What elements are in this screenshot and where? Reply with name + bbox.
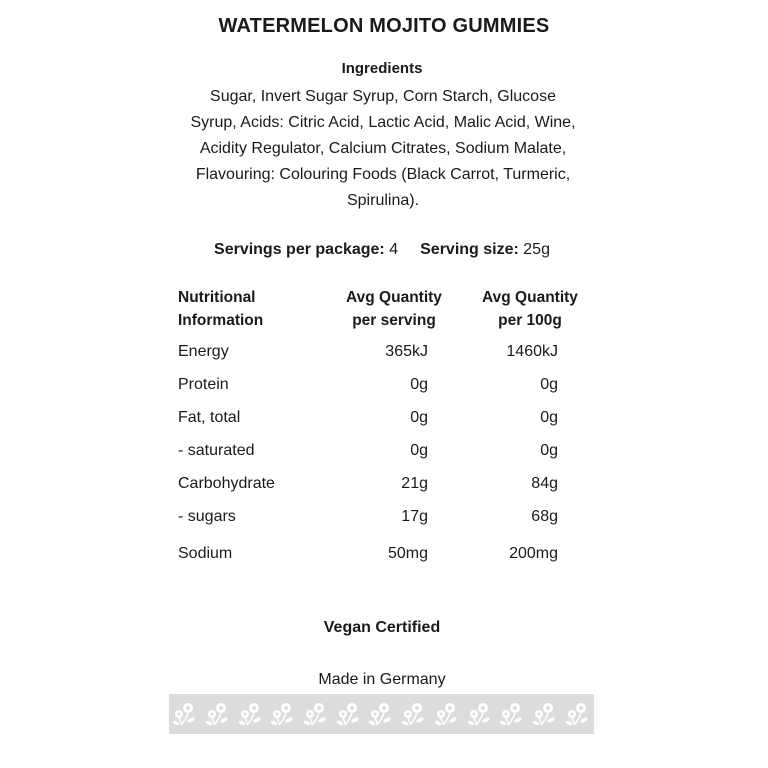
ingredients-line: Acidity Regulator, Calcium Citrates, Sodium Malate, <box>199 140 567 157</box>
ingredients-heading: Ingredients <box>341 60 423 77</box>
per-serving-value: 50mg <box>387 545 428 562</box>
nutrient-name: Energy <box>178 343 229 360</box>
per-100g-value: 84g <box>531 475 558 492</box>
table-row <box>178 404 588 437</box>
per-100g-value: 0g <box>540 376 558 393</box>
flower-icon <box>530 699 560 729</box>
nutrient-name: Fat, total <box>178 409 241 426</box>
nutrition-table <box>178 286 588 573</box>
serving-size-label: Serving size: <box>420 241 519 258</box>
nutrient-name: - saturated <box>178 442 255 459</box>
flower-icon <box>203 699 233 729</box>
header-line: Information <box>178 312 264 329</box>
servings-per-package-value: 4 <box>389 241 399 258</box>
flower-icon <box>563 699 593 729</box>
per-serving-value: 365kJ <box>385 343 428 360</box>
nutrient-name: Protein <box>178 376 229 393</box>
flower-icon <box>236 699 266 729</box>
flower-icon <box>170 699 200 729</box>
header-nutritional-information <box>178 286 328 332</box>
flower-icon <box>399 699 429 729</box>
per-serving-value: 21g <box>401 475 428 492</box>
serving-size-value: 25g <box>523 241 550 258</box>
servings-per-package-label: Servings per package: <box>214 241 385 258</box>
made-in-label: Made in Germany <box>318 671 446 688</box>
header-line: per serving <box>352 312 436 329</box>
flower-icon <box>268 699 298 729</box>
servings-line <box>0 241 764 259</box>
nutrient-name: - sugars <box>178 508 236 525</box>
header-per-serving <box>328 286 460 332</box>
per-serving-value: 17g <box>401 508 428 525</box>
table-row <box>178 371 588 404</box>
per-100g-value: 68g <box>531 508 558 525</box>
ingredients-line: Spirulina). <box>346 192 420 209</box>
flower-icon <box>366 699 396 729</box>
decorative-pattern-bar <box>169 694 594 734</box>
header-line: Avg Quantity <box>346 289 442 306</box>
flower-icon <box>301 699 331 729</box>
table-row <box>178 540 588 573</box>
ingredients-line: Sugar, Invert Sugar Syrup, Corn Starch, Glucose <box>210 88 556 105</box>
flower-icon <box>432 699 462 729</box>
nutrient-name: Carbohydrate <box>178 475 275 492</box>
table-row <box>178 503 588 536</box>
vegan-certified-label: Vegan Certified <box>323 619 441 636</box>
table-row <box>178 338 588 371</box>
product-title: WATERMELON MOJITO GUMMIES <box>218 15 550 37</box>
flower-icon <box>465 699 495 729</box>
nutrient-name: Sodium <box>178 545 233 562</box>
table-row <box>178 437 588 470</box>
per-serving-value: 0g <box>410 442 428 459</box>
per-100g-value: 0g <box>540 409 558 426</box>
table-row <box>178 470 588 503</box>
per-serving-value: 0g <box>410 376 428 393</box>
per-100g-value: 0g <box>540 442 558 459</box>
ingredients-line: Flavouring: Colouring Foods (Black Carrot, Turmeric, <box>195 166 571 183</box>
header-line: Nutritional <box>178 289 256 306</box>
ingredients-text <box>176 84 590 214</box>
header-per-100g <box>470 286 590 332</box>
nutrition-header-row <box>178 286 588 338</box>
per-100g-value: 1460kJ <box>506 343 558 360</box>
ingredients-line: Syrup, Acids: Citric Acid, Lactic Acid, Malic Acid, Wine, <box>190 114 576 131</box>
per-serving-value: 0g <box>410 409 428 426</box>
flower-icon <box>497 699 527 729</box>
header-line: Avg Quantity <box>482 289 578 306</box>
per-100g-value: 200mg <box>509 545 558 562</box>
flower-icon <box>334 699 364 729</box>
header-line: per 100g <box>498 312 562 329</box>
